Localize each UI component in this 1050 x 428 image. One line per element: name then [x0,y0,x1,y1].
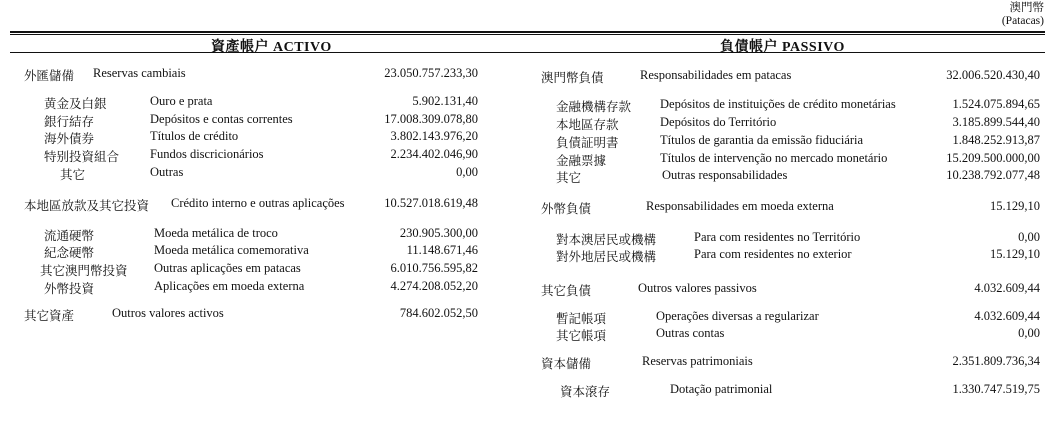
activo-section-label: Crédito interno e outras aplicações [171,196,345,210]
top-rule-thick [10,31,1045,33]
passivo-section-zh: 其它負債 [541,284,592,298]
passivo-item-value: 3.185.899.544,40 [952,115,1040,129]
passivo-section-label: Reservas patrimoniais [642,354,753,368]
passivo-item-value: 10.238.792.077,48 [946,168,1040,182]
activo-section-value: 10.527.018.619,48 [384,196,478,210]
passivo-section-zh: 外幣負債 [541,202,592,216]
passivo-section-zh: 資本儲備 [541,357,592,371]
passivo-item-label: Títulos de intervenção no mercado monetário [660,151,888,165]
activo-section-zh: 其它資產 [24,309,75,323]
passivo-section-label: Responsabilidades em moeda externa [646,199,834,213]
activo-item-zh: 銀行結存 [44,115,95,129]
activo-item-zh: 黄金及白銀 [44,97,107,111]
activo-item-value: 2.234.402.046,90 [390,147,478,161]
activo-item-value: 4.274.208.052,20 [390,279,478,293]
passivo-item-label: Títulos de garantia da emissão fiduciária [660,133,864,147]
passivo-section-value: 32.006.520.430,40 [946,68,1040,82]
activo-item-label: Títulos de crédito [150,129,239,143]
passivo-item-value: 0,00 [1018,230,1040,244]
passivo-item-zh: 負債証明書 [556,136,619,150]
activo-section-label: Outros valores activos [112,306,224,320]
passivo-item-label: Depósitos de instituições de crédito monetárias [660,97,896,111]
passivo-section-value: 4.032.609,44 [974,281,1040,295]
activo-item-zh: 外幣投資 [44,282,95,296]
passivo-item-value: 4.032.609,44 [974,309,1040,323]
activo-section-zh: 外匯儲備 [24,69,75,83]
passivo-item-value: 1.524.075.894,65 [952,97,1040,111]
passivo-item-zh: 金融票據 [556,154,607,168]
passivo-item-value: 1.848.252.913,87 [952,133,1040,147]
passivo-section-value: 15.129,10 [990,199,1040,213]
passivo-item-zh: 其它 [556,171,582,185]
activo-item-value: 0,00 [456,165,478,179]
passivo-section-value: 2.351.809.736,34 [952,354,1040,368]
activo-item-label: Aplicações em moeda externa [154,279,305,293]
passivo-item-value: 1.330.747.519,75 [952,382,1040,396]
activo-item-label: Fundos discricionários [150,147,264,161]
passivo-item-value: 15.129,10 [990,247,1040,261]
currency-zh: 澳門幣 [1009,2,1044,14]
activo-item-label: Outras [150,165,184,179]
activo-item-value: 17.008.309.078,80 [384,112,478,126]
passivo-item-zh: 對外地居民或機構 [556,250,657,264]
activo-item-value: 3.802.143.976,20 [390,129,478,143]
passivo-item-label: Para com residentes no Território [694,230,861,244]
activo-item-label: Moeda metálica comemorativa [154,243,309,257]
passivo-header: 負債帳户 PASSIVO [720,40,845,55]
passivo-section-label: Responsabilidades em patacas [640,68,792,82]
passivo-item-value: 15.209.500.000,00 [946,151,1040,165]
activo-item-label: Ouro e prata [150,94,213,108]
activo-section-zh: 本地區放款及其它投資 [24,199,150,213]
passivo-item-label: Outras contas [656,326,725,340]
passivo-item-zh: 對本澳居民或機構 [556,233,657,247]
currency-pt: (Patacas) [1001,15,1044,27]
activo-item-value: 6.010.756.595,82 [390,261,478,275]
activo-item-zh: 流通硬幣 [44,229,95,243]
top-rule-thin [10,34,1045,35]
passivo-item-label: Operações diversas a regularizar [656,309,819,323]
passivo-item-zh: 資本滾存 [560,385,611,399]
activo-item-value: 230.905.300,00 [399,226,478,240]
passivo-item-zh: 其它帳項 [556,329,607,343]
passivo-item-zh: 本地區存款 [556,118,619,132]
passivo-item-label: Para com residentes no exterior [694,247,852,261]
activo-item-zh: 海外債券 [44,132,95,146]
passivo-item-zh: 暫記帳項 [556,312,607,326]
activo-item-zh: 紀念硬幣 [44,246,95,260]
activo-item-value: 5.902.131,40 [412,94,478,108]
passivo-section-label: Outros valores passivos [638,281,757,295]
passivo-section-zh: 澳門幣負債 [541,71,604,85]
passivo-item-label: Dotação patrimonial [670,382,773,396]
passivo-item-zh: 金融機構存款 [556,100,632,114]
activo-section-value: 784.602.052,50 [399,306,478,320]
activo-section-value: 23.050.757.233,30 [384,66,478,80]
activo-header: 資產帳户 ACTIVO [211,40,332,55]
activo-item-value: 11.148.671,46 [406,243,478,257]
passivo-item-label: Outras responsabilidades [662,168,788,182]
passivo-item-label: Depósitos do Território [660,115,777,129]
activo-item-label: Depósitos e contas correntes [150,112,293,126]
activo-item-zh: 特别投資組合 [44,150,120,164]
header-underline [10,52,1045,53]
activo-item-zh: 其它 [60,168,86,182]
passivo-item-value: 0,00 [1018,326,1040,340]
currency-label [1002,2,1044,28]
activo-section-label: Reservas cambiais [93,66,186,80]
activo-item-label: Moeda metálica de troco [154,226,278,240]
activo-item-label: Outras aplicações em patacas [154,261,301,275]
activo-item-zh: 其它澳門幣投資 [40,264,128,278]
